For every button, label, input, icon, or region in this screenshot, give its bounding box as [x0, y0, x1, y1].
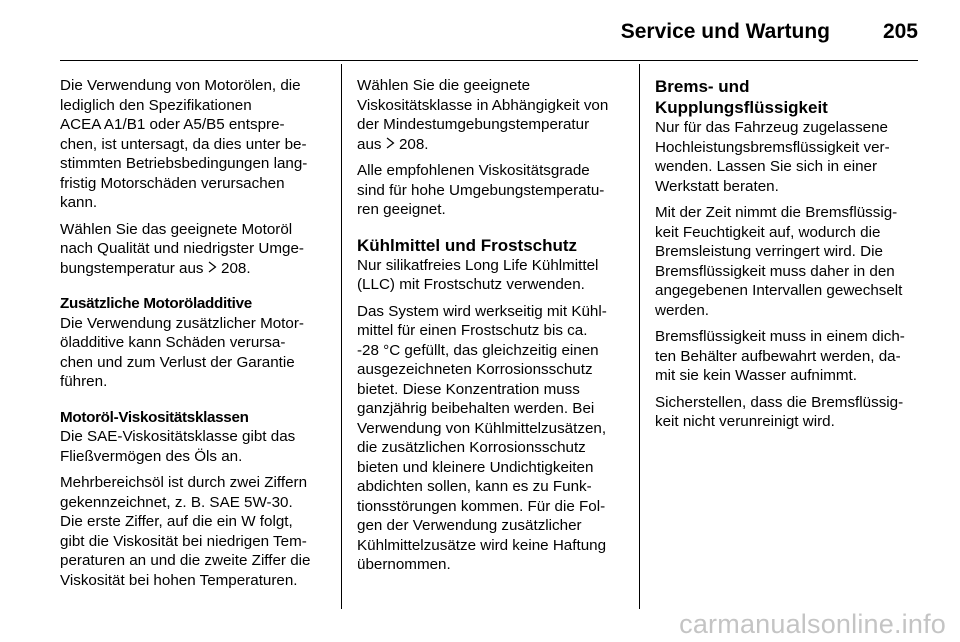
paragraph-coolant-system: Das System wird werkseitig mit Kühl- mittel für einen Frostschutz bis ca. -28 °C gefüllt, das gleichzeitig einen ausgezeichneten Korrosionsschutz bietet. Diese Konzentration muss ganzjährig beibehalten werden. Bei Verwendung von Kühlmittelzusätzen, die zusätzlichen Korrosionsschutz bieten und kleinere Undichtigkeiten abdichten sollen, kann es zu Funk- tionsstörungen kommen. Für die Fol- gen der Verwendung zusätzlicher Kühlmittelzusätze wird keine Haftung übernommen. [357, 302, 607, 573]
heading-brake-fluid: Brems- und Kupplungsflüssigkeit [655, 77, 828, 117]
paragraph-brake-approved: Nur für das Fahrzeug zugelassene Hochleistungsbremsflüssigkeit ver- wenden. Lassen Sie sich in einer Werkstatt beraten. [655, 119, 890, 195]
paragraph-choose-oil: Wählen Sie das geeignete Motoröl nach Qualität und niedrigster Umge- bungstemperatur aus 208. [60, 220, 304, 277]
watermark: carmanualsonline.info [679, 609, 946, 639]
page-reference-icon [386, 135, 395, 155]
page-number: 205 [882, 20, 918, 43]
heading-additives: Zusätzliche Motoröladditive [60, 295, 252, 312]
column-3 [655, 76, 925, 439]
paragraph-coolant-llc: Nur silikatfreies Long Life Kühlmittel (LLC) mit Frostschutz verwenden. [357, 256, 599, 293]
paragraph-brake-storage: Bremsflüssigkeit muss in einem dich- ten Behälter aufbewahrt werden, da- mit sie kein Wasser aufnimmt. [655, 328, 905, 384]
paragraph-sae: Die SAE-Viskositätsklasse gibt das Fließvermögen des Öls an. [60, 428, 296, 465]
heading-viscosity: Motoröl-Viskositätsklassen [60, 408, 249, 426]
section-title: Service und Wartung [620, 20, 830, 43]
page-reference-icon [208, 259, 217, 279]
page-header [60, 0, 918, 61]
heading-coolant: Kühlmittel und Frostschutz [357, 235, 578, 255]
page-reference[interactable]: 208. [221, 259, 251, 277]
paragraph-brake-contamination: Sicherstellen, dass die Bremsflüssig- keit nicht verunreinigt wird. [655, 393, 904, 430]
paragraph-oil-spec: Die Verwendung von Motorölen, die lediglich den Spezifikationen ACEA A1/B1 oder A5/B5 entspre- chen, ist untersagt, da dies unter be- stimmten Betriebsbedingungen lang- fristig Motorschäden verursachen kann. [60, 77, 308, 211]
paragraph-choose-viscosity: Wählen Sie die geeignete Viskositätsklasse in Abhängigkeit von der Mindestumgebungstemperatur aus 208. [357, 77, 609, 153]
page-reference[interactable]: 208. [398, 135, 429, 153]
paragraph-multigrade: Mehrbereichsöl ist durch zwei Ziffern gekennzeichnet, z. B. SAE 5W-30. Die erste Ziffer, auf die ein W folgt, gibt die Viskosität bei niedrigen Tem- peraturen an und die zweite Ziffer die Viskosität bei hohen Temperaturen. [60, 474, 311, 589]
column-divider-1 [341, 64, 342, 609]
column-1 [60, 76, 332, 597]
paragraph-brake-moisture: Mit der Zeit nimmt die Bremsflüssig- keit Feuchtigkeit auf, wodurch die Bremsleistung verringert wird. Die Bremsflüssigkeit muss daher in den angegebenen Intervallen gewechselt werden. [655, 204, 903, 319]
paragraph-additives: Die Verwendung zusätzlicher Motor- öladditive kann Schäden verursa- chen und zum Verlust der Garantie führen. [60, 314, 304, 390]
paragraph-viscosity-grades: Alle empfohlenen Viskositätsgrade sind für hohe Umgebungstemperatu- ren geeignet. [357, 162, 605, 218]
column-divider-2 [639, 64, 640, 609]
column-2 [357, 76, 629, 582]
